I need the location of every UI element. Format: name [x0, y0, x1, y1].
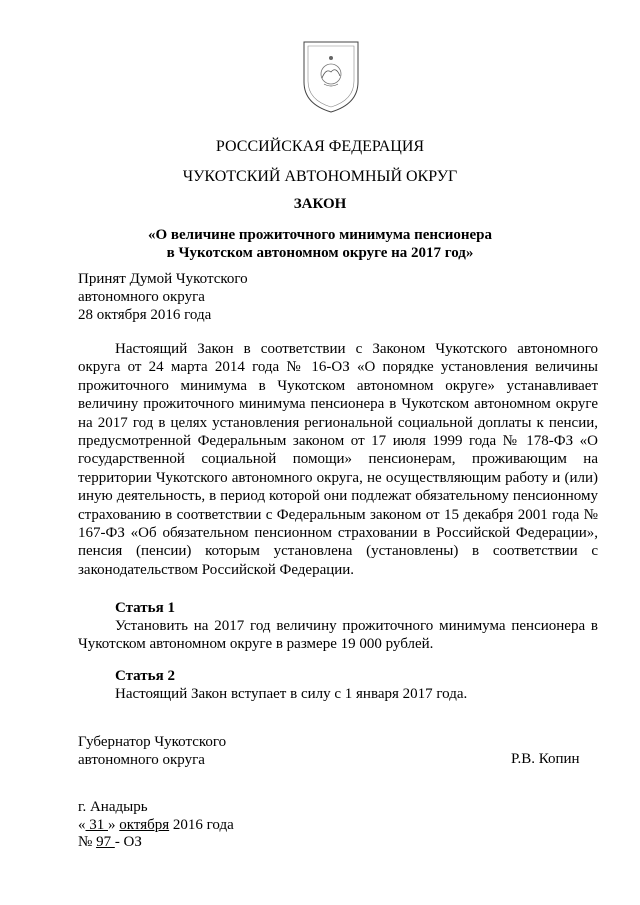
coat-of-arms-emblem: [296, 38, 366, 114]
signature-title-line2: автономного округа: [78, 752, 205, 769]
adoption-date: 28 октября 2016 года: [78, 307, 212, 323]
article2-title: Статья 2: [115, 668, 175, 684]
adoption-line1: Принят Думой Чукотского: [78, 271, 248, 287]
federation-heading: РОССИЙСКАЯ ФЕДЕРАЦИЯ: [215, 138, 425, 155]
article1-title: Статья 1: [115, 600, 175, 616]
law-title-line1: «О величине прожиточного минимума пенсионера: [147, 227, 492, 243]
place-of-signing: г. Анадырь: [78, 799, 148, 815]
number-suffix: - ОЗ: [114, 834, 142, 850]
number-value: 97: [96, 834, 115, 850]
law-title: [0, 226, 640, 262]
adoption-block: [78, 270, 248, 324]
article1-text: Установить на 2017 год величину прожиточного минимума пенсионера в Чукотском автономном округе в размере 19 000 рублей.: [78, 618, 598, 653]
date-month: октября: [119, 817, 170, 833]
adoption-line2: автономного округа: [78, 289, 205, 305]
signature-block: [78, 733, 226, 770]
doc-type-heading: ЗАКОН: [293, 196, 347, 212]
law-number: [78, 834, 142, 851]
date-day: 31: [85, 817, 108, 833]
date-close-quote: »: [108, 817, 116, 833]
number-prefix: №: [78, 834, 93, 850]
date-open-quote: «: [78, 817, 86, 833]
preamble-paragraph: Настоящий Закон в соответствии с Законом Чукотского автономного округа от 24 марта 2014 года № 16-ОЗ «О порядке установления величины прожиточного минимума в Чукотском автономном округе» устанавливает величину прожиточного минимума пенсионера в Чукотском автономном округе на 2017 год в целях установления региональной социальной доплаты к пенсии, предусмотренной Федеральным законом от 17 июля 1999 года № 178-ФЗ «О государственной социальной помощи» пенсионерам, проживающим на территории Чукотского автономного округа, не осуществляющим работу и (или) иную деятельность, в период которой они подлежат обязательному пенсионному страхованию в соответствии с Федеральным законом от 15 декабря 2001 года № 167-ФЗ «Об обязательном пенсионном страховании в Российской Федерации», пенсия (пенсии) которым установлена (установлены) в соответствии с законодательством Российской Федерации.: [78, 341, 598, 578]
date-year: 2016 года: [169, 817, 234, 833]
signatory-name: Р.В. Копин: [511, 751, 580, 767]
signature-title-line1: Губернатор Чукотского: [78, 734, 227, 750]
region-heading: ЧУКОТСКИЙ АВТОНОМНЫЙ ОКРУГ: [182, 168, 458, 185]
signing-date: [78, 817, 234, 834]
article2-text: Настоящий Закон вступает в силу с 1 января 2017 года.: [115, 686, 468, 702]
law-title-line2: в Чукотском автономном округе на 2017 год»: [166, 245, 474, 261]
